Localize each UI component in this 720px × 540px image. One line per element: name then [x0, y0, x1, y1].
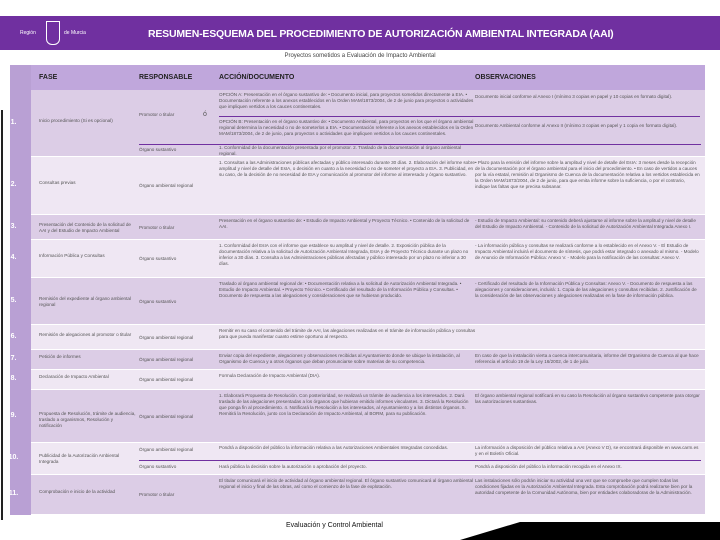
responsible: Órgano sustantivo — [139, 298, 177, 304]
responsible: Órgano ambiental regional — [139, 334, 194, 340]
phase-number: 10. — [8, 454, 19, 461]
table-row — [8, 443, 705, 475]
footer-decoration — [460, 522, 520, 540]
region-murcia-logo — [20, 19, 100, 47]
observation: Las instalaciones sólo podrán iniciar su actividad una vez que se compruebe que cumplen todas las condiciones fijadas en la Autorización Ambiental Integrada. Esta comprobación podrá realizarse bien por la autoridad competente de la Comunidad Autónoma, bien por entidades colaboradoras de la Administración. — [475, 478, 693, 495]
row-divider — [475, 116, 700, 117]
responsible: Órgano sustantivo — [139, 147, 177, 152]
action: Traslado al órgano ambiental regional de: • Documentación relativa a la solicitud de Autorización Ambiental Integrada. • Estudio de Impacto Ambiental. • Proyecto Técnico. • Certificado del resultado de la Información Pública y Consultas. • Documento de respuesta a las alegaciones y consideraciones que se hubieran producido. — [219, 281, 462, 298]
phase-number: 2. — [10, 181, 17, 188]
observation: En caso de que la instalación vierta a cuenca intercomunitaria, informe del Organismo de Cuenca al que hace referencia el artículo 19 de la Ley 16/2002, de 1 de julio. — [475, 353, 699, 364]
coat-of-arms-icon — [46, 21, 60, 45]
footer-text: Evaluación y Control Ambiental — [286, 522, 383, 529]
logo-text-left: Región — [20, 30, 36, 36]
responsible: Órgano ambiental regional — [139, 447, 194, 452]
responsible: Promotor o titular — [139, 112, 175, 117]
table-row — [10, 350, 705, 370]
row-divider — [139, 144, 701, 145]
action: Formula Declaración de Impacto Ambiental (DIA). — [219, 373, 321, 378]
phase-name: Propuesta de Resolución, trámite de audiencia, traslado a organismos, Resolución y notificación — [39, 410, 136, 428]
action: 1. Conformidad del EsIA con el informe que establece su amplitud y nivel de detalle. 2. Exposición pública de la documentación relativa a la solicitud de Autorización Ambiental Integrada, EsIA y de Proyecto Técnico durante un plazo no inferior a 30 días. 3. Consulta a las Administraciones públicas afectadas y público interesado por un plazo no inferior a 30 días. — [219, 243, 469, 266]
row-divider — [139, 460, 701, 461]
phase-name: Presentación del Contenido de la solicitud de AAI y del Estudio de Impacto Ambiental — [39, 221, 131, 233]
phase-name: Comprobación e inicio de la actividad — [39, 489, 116, 494]
observation: Documento Ambiental conforme al Anexo II (mínimo 3 copias en papel y 1 copia en formato digital). — [475, 123, 678, 128]
action: Pondrá a disposición del público la información relativa a las Autorizaciones Ambientales Integradas concedidas. — [219, 445, 449, 450]
phase-number: 6. — [10, 332, 17, 340]
page-title: RESUMEN-ESQUEMA DEL PROCEDIMIENTO DE AUTORIZACIÓN AMBIENTAL INTEGRADA (AAI) — [148, 28, 614, 40]
responsible: Órgano ambiental regional — [139, 183, 194, 188]
col-responsable: RESPONSABLE — [139, 74, 193, 81]
table-row — [10, 370, 705, 390]
phase-number: 9. — [10, 411, 17, 419]
logo-text-right: de Murcia — [64, 30, 86, 36]
action: Hará pública la decisión sobre la autorización o aprobación del proyecto. — [219, 464, 367, 469]
phase-number: 5. — [10, 296, 17, 304]
phase-number-strip — [10, 65, 31, 515]
action: OPCIÓN A: Presentación en el órgano sustantivo de: • Documento inicial, para proyectos sometidos directamente a EIA. • Documentación referente a los anexos establecidos en la Orden MAM/1873/2004, de 2 de junio para proyectos o actividades que impliquen vertidos a los cauces continentales. — [219, 92, 474, 109]
responsible: Promotor o titular — [139, 224, 175, 230]
col-observaciones: OBSERVACIONES — [475, 74, 536, 81]
table-row — [10, 240, 705, 278]
responsible: Órgano ambiental regional — [139, 377, 194, 382]
responsible: Órgano sustantivo — [139, 256, 177, 261]
table-row — [10, 390, 705, 443]
phase-name: Petición de informes — [39, 354, 81, 359]
phase-name: Publicidad de la Autorización Ambiental Integrada — [39, 453, 120, 464]
observation: El órgano ambiental regional notificará en su caso la Resolución al órgano sustantivo competente para otorgar las autorizaciones sustantivas. — [475, 393, 700, 404]
phase-name: Inicio procedimiento (Si es opcional) — [39, 117, 113, 123]
phase-number: 4. — [10, 254, 17, 261]
phase-name: Declaración de Impacto Ambiental — [39, 374, 109, 379]
phase-name: Información Pública y Consultas — [39, 253, 105, 258]
phase-number: 3. — [10, 222, 17, 230]
action: Enviar copia del expediente, alegaciones y observaciones recibidas al Ayuntamiento donde se ubique la instalación, al Organismo de Cuenca y a otros órganos que deban pronunciarse sobre materias de su competencia. — [219, 353, 460, 364]
observation: • Plazo para la emisión del informe sobre la amplitud y nivel de detalle del EsIA: 3 meses desde la recepción de la documentación por el órgano ambiental para el inicio del procedimiento. • En caso de vertidos a cauces por la vía estatal, remisión al Organismo de Cuenca de la documentación relativa a los vertidos establecida en la Orden MAM/1873/2004, de 2 de junio, para que emita informe sobre la suficiencia, o por el contrario, indique las faltas que se precisa subsanar. — [475, 160, 700, 189]
table-row — [10, 90, 705, 157]
action: 1. Consultas a las Administraciones públicas afectadas y público interesado durante 30 días. 2. Elaboración del informe sobre amplitud y nivel de detalle del EsIA, o decisión en cuanto a la necesidad o no de someter el proyecto a EIA. 3. Publicidad, en su caso, de la decisión de no necesidad de EIA y comunicación al promotor del informe al interesado y órgano sustantivo. — [219, 160, 475, 177]
phase-number: 11. — [8, 490, 19, 497]
phase-number: 8. — [10, 375, 17, 382]
col-accion: ACCIÓN/DOCUMENTO — [219, 74, 295, 81]
observation: - Certificado del resultado de la Información Pública y Consultas: Anexo V. - Documento de respuesta a las alegaciones y consideraciones, incluirá: 1. Copia de las alegaciones y consultas recibidas. 2. Justificación de la consideración de las observaciones y alegaciones realizadas en la fase de información pública. — [475, 281, 697, 298]
table-row — [10, 325, 705, 350]
phase-name: Remisión de alegaciones al promotor o titular — [39, 331, 132, 337]
table-row — [10, 157, 705, 215]
action: OPCIÓN B: Presentación en el órgano sustantivo de: • Documento Ambiental, para proyectos en los que el órgano ambiental regional determina la necesidad o no de someterlos a EIA. • Documentación referente a los anexos establecidos en la Orden MAM/1873/2004, de 2 de junio, para proyectos o actividades que impliquen vertidos a los cauces continentales. — [219, 119, 474, 136]
action: 1. Conformidad de la documentación presentada por el promotor. 2. Traslado de la documentación al órgano ambiental regional. — [219, 145, 462, 156]
row-divider — [219, 116, 477, 117]
responsible: Órgano sustantivo — [139, 464, 177, 469]
observation: La información a disposición del público relativa a AAI (Anexo V D), se encontrará disponible en www.carm.es y en el Boletín Oficial. — [475, 445, 699, 456]
phase-name: Consultas previas — [39, 180, 76, 185]
action: El titular comunicará el inicio de actividad al órgano ambiental regional. El órgano sustantivo comunicará al órgano ambiental regional el inicio y final de las obras, así como el comienzo de la fase de explotación. — [219, 478, 474, 489]
responsible: Órgano ambiental regional — [139, 357, 194, 362]
responsible: Promotor o titular — [139, 492, 175, 497]
action: Presentación en el órgano sustantivo de: • Estudio de Impacto Ambiental y Proyecto Técnico. • Contenido de la solicitud de AAI. — [219, 218, 470, 229]
action: 1. Elaborará Propuesta de Resolución. Con posterioridad, se realizará un trámite de audiencia a los interesados. 2. Dará traslado de las alegaciones presentadas a los órganos que hubieran emitido informes vinculantes. 3. Dictará la Resolución que ponga fin al procedimiento. 4. Notificará la Resolución a los interesados, al Ayuntamiento y a los distintos órganos. 5. Remitirá la Resolución, junto con la Declaración de Impacto Ambiental, al BORM, para su publicación. — [219, 393, 469, 416]
phase-number: 1. — [10, 118, 17, 126]
table-row — [10, 215, 705, 240]
col-fase: FASE — [39, 74, 58, 81]
observation: - Estudio de Impacto Ambiental: su contenido deberá ajustarse al informe sobre la amplitud y nivel de detalle del Estudio de Impacto Ambiental. - Contenido de la solicitud de Autorización Ambiental Integrada Anexo I. — [475, 218, 696, 229]
table-row — [10, 278, 705, 325]
observation: Pondrá a disposición del público la información recogida en el Anexo IX. — [475, 464, 622, 469]
table-row — [8, 475, 705, 515]
phase-name: Remisión del expediente al órgano ambiental regional — [39, 295, 131, 307]
header-bar — [0, 16, 720, 50]
phase-number: 7. — [10, 355, 17, 362]
observation: - La información pública y consultas se realizará conforme a lo establecido en el Anexo V. - El Estudio de Impacto Ambiental incluirá el documento de síntesis, que podrá estar integrado o anexado al mismo. - Modelo de Anuncio de Información Pública: Anexo V. - Modelo para la notificación de las consultas: Anexo V. — [475, 243, 699, 260]
subtitle: Proyectos sometidos a Evaluación de Impacto Ambiental — [284, 53, 436, 59]
responsible: Órgano ambiental regional — [139, 413, 194, 419]
or-label: ó — [203, 111, 207, 118]
procedure-table — [8, 65, 705, 515]
observation: Documento inicial conforme al Anexo I (mínimo 3 copias en papel y 10 copias en formato digital). — [475, 94, 673, 99]
footer-black-block — [520, 522, 720, 540]
action: Remitir en su caso el contenido del trámite de AAI, las alegaciones realizadas en el trámite de información pública y consultas para que pueda manifestar cuanto estime oportuno al respecto. — [219, 328, 476, 339]
table-header — [31, 65, 705, 90]
